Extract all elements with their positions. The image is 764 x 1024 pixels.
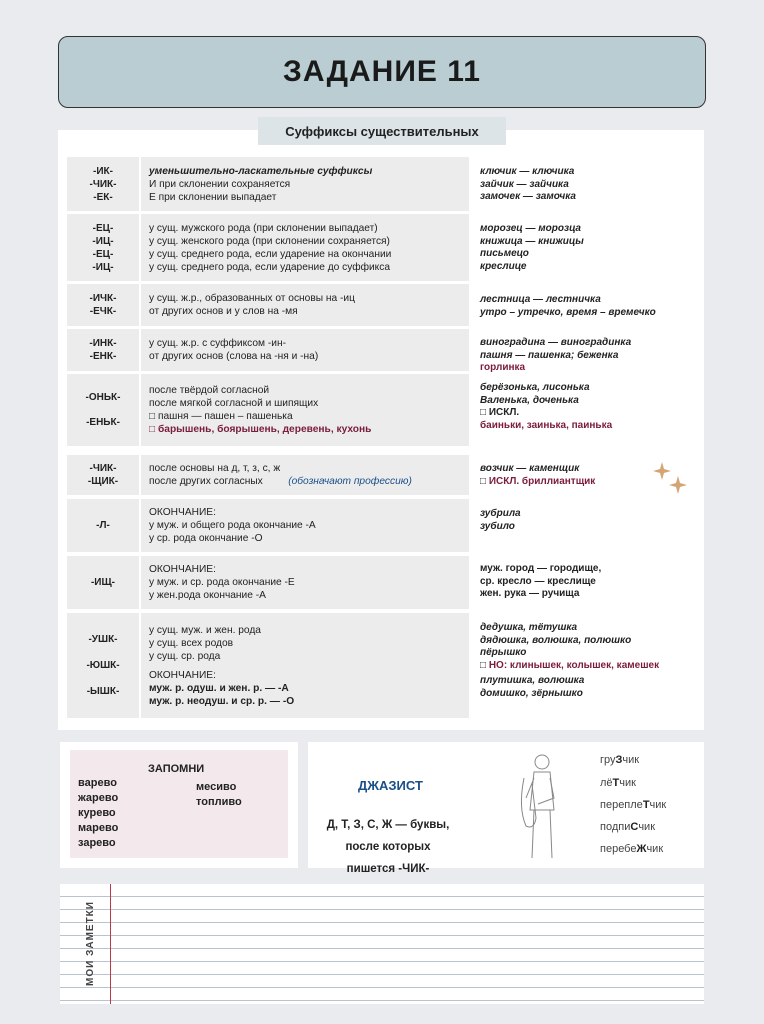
jazz-word: ДЖАЗИСТ (358, 778, 423, 793)
notes-margin-line (110, 884, 111, 1004)
section-subtitle: Суффиксы существительных (258, 117, 506, 145)
rule-cell: у сущ. ж.р. с суффиксом -ин- от других основ (слова на -ня и -на) (141, 329, 469, 371)
table-row (67, 157, 469, 211)
example-cell: виноградина — виноградинка пашня — пашенка; беженка горлинка (480, 337, 632, 373)
remember-right-words: месиво топливо (196, 781, 242, 808)
example-cell: берёзонька, лисонька Валенька, доченька □ ИСКЛ. баиньки, заинька, паинька (480, 382, 613, 431)
table-row (67, 214, 469, 281)
rule-cell: после твёрдой согласной после мягкой согласной и шипящих □ пашня — пашен – пашенька □ барышень, боярышень, деревень, кухонь (141, 374, 469, 446)
rule-cell: у сущ. мужского рода (при склонении выпадает) у сущ. женского рода (при склонении сохраняется) у сущ. среднего рода, если ударение на окончании у сущ. среднего рода, если ударение до суффикса (141, 214, 469, 281)
jazz-word-item: подпиСчик (600, 821, 656, 833)
rule-cell: уменьшительно-ласкательные суффиксы И при склонении сохраняется Е при склонении выпадает (141, 157, 469, 211)
suffix-cell: -ЕЦ- -ИЦ- -ЕЦ- -ИЦ- (67, 214, 139, 281)
jazz-word-item: перебеЖчик (600, 843, 664, 855)
table-row (67, 613, 469, 718)
rule-cell: у сущ. муж. и жен. рода у сущ. всех родов у сущ. ср. рода ОКОНЧАНИЕ: муж. р. одуш. и жен. р. — -А муж. р. неодуш. и ср. р. — -О (141, 613, 469, 718)
jazz-word-item: лёТчик (600, 777, 636, 789)
notes-label: МОИ ЗАМЕТКИ (84, 901, 96, 986)
suffix-cell: -ИНК- -ЕНК- (67, 329, 139, 371)
table-row (67, 556, 469, 609)
table-row (67, 284, 469, 326)
suffix-cell: -ИК- -ЧИК- -ЕК- (67, 157, 139, 211)
table-row (67, 329, 469, 371)
table-row (67, 499, 469, 552)
example-cell: дедушка, тётушка дядюшка, волюшка, полюшко пёрышко □ НО: клинышек, колышек, камешек плутишка, волюшка домишко, зёрнышко (480, 622, 660, 699)
sparkle-icon (652, 460, 692, 500)
suffix-cell: -ЧИК- -ЩИК- (67, 455, 139, 495)
notes-area[interactable] (60, 884, 704, 1004)
rule-cell: у сущ. ж.р., образованных от основы на -иц от других основ и у слов на -мя (141, 284, 469, 326)
saxophonist-illustration (504, 748, 574, 864)
rule-cell: ОКОНЧАНИЕ: у муж. и общего рода окончание -А у ср. рода окончание -О (141, 499, 469, 552)
example-cell: возчик — каменщик □ ИСКЛ. бриллиантщик (480, 463, 596, 487)
jazz-box (308, 742, 704, 875)
suffix-cell: -ИЩ- (67, 556, 139, 609)
suffix-cell: -УШК- -ЮШК- -ЫШК- (67, 613, 139, 718)
table-row (67, 455, 469, 495)
remember-heading: ЗАПОМНИ (148, 763, 205, 775)
suffix-cell: -Л- (67, 499, 139, 552)
suffix-cell: -ИЧК- -ЕЧК- (67, 284, 139, 326)
jazz-rule: Д, Т, З, С, Ж — буквы, после которых пишется -ЧИК- (326, 819, 450, 875)
example-cell: муж. город — городище, ср. кресло — креслище жен. рука — ручища (480, 563, 602, 599)
suffix-cell: -ОНЬК- -ЕНЬК- (67, 374, 139, 446)
page-title: ЗАДАНИЕ 11 (283, 55, 481, 88)
jazz-word-item: груЗчик (600, 754, 640, 766)
rule-cell: после основы на д, т, з, с, ж после других согласных (обозначают профессию) (141, 455, 469, 495)
example-cell: лестница — лестничка утро – утречко, время – времечко (480, 294, 656, 318)
table-row (67, 374, 469, 446)
example-cell: ключик — ключика зайчик — зайчика замочек — замочка (480, 166, 576, 202)
rule-cell: ОКОНЧАНИЕ: у муж. и ср. рода окончание -Е у жен.рода окончание -А (141, 556, 469, 609)
example-cell: зубрила зубило (480, 508, 521, 532)
example-cell: морозец — морозца книжица — книжицы письмецо креслице (480, 223, 584, 272)
remember-box (60, 742, 298, 868)
title-box (58, 36, 706, 108)
remember-left-words: варево жарево курево марево зарево (78, 777, 119, 849)
jazz-word-item: переплеТчик (600, 799, 667, 811)
